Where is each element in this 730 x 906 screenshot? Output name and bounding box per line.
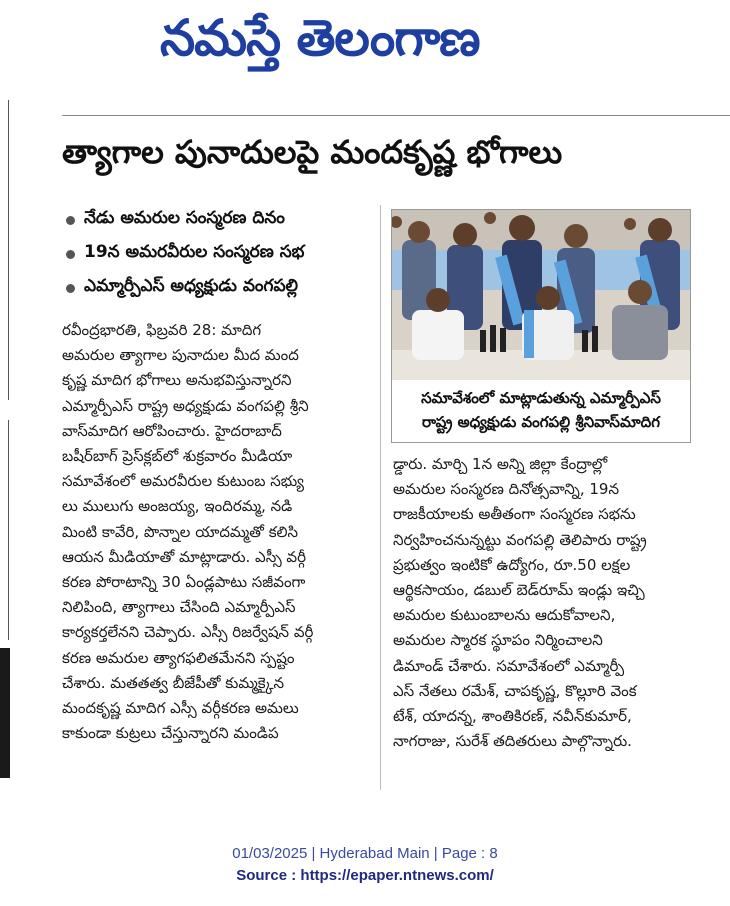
body-text-line: నిలిపింది, త్యాగాలు చేసింది ఎమ్మార్పీఎస్ bbox=[62, 598, 296, 617]
body-text-line: టేశ్, యాదన్న, శాంతికిరణ్, నవీన్‌కుమార్, bbox=[393, 707, 632, 726]
article-body-right-column bbox=[393, 452, 693, 754]
body-text-line: ఎస్ నేతలు రమేశ్, చాపకృష్ణ, కొల్లూరి వెంక bbox=[393, 681, 637, 700]
photo-illustration bbox=[392, 210, 690, 380]
body-text-line: కరణ అమరుల త్యాగఫలితమేనని స్పష్టం bbox=[62, 648, 295, 667]
masthead-title: నమస్తే తెలంగాణ bbox=[160, 9, 480, 67]
body-text-line: రాజకీయాలకు అతీతంగా సంస్మరణ సభను bbox=[393, 505, 636, 524]
press-meet-photo bbox=[391, 209, 691, 381]
body-text-line: ఆర్థికసాయం, డబుల్ బెడ్‌రూమ్ ఇండ్లు ఇచ్చి bbox=[393, 581, 645, 600]
column-divider bbox=[380, 205, 381, 790]
body-text-line: కరణ పోరాటాన్ని 30 ఏండ్లపాటు సజీవంగా bbox=[62, 573, 306, 592]
highlight-bullets bbox=[62, 203, 382, 305]
article-headline: త్యాగాల పునాదులపై మందకృష్ణ భోగాలు bbox=[62, 133, 563, 171]
body-text-line: నిర్వహించనున్నట్టు వంగపల్లి తెలిపారు రాష్ట్ర bbox=[393, 530, 647, 549]
top-rule bbox=[62, 115, 730, 116]
body-text-line: కృష్ణ మాదిగ భోగాలు అనుభవిస్తున్నారని bbox=[62, 371, 292, 390]
body-text-line: ఆయన మీడియాతో మాట్లాడారు. ఎస్సీ వర్గీ bbox=[62, 547, 306, 566]
bullet-item: ఎమ్మార్పీఎస్ అధ్యక్షుడు వంగపల్లి bbox=[62, 271, 382, 305]
body-text-line: వాస్‌మాదిగ ఆరోపించారు. హైదరాబాద్ bbox=[62, 421, 282, 440]
body-text-line: మింటి కావేరి, పొన్నాల యాదమ్మతో కలిసి bbox=[62, 522, 299, 541]
body-text-line: అమరుల త్యాగాల పునాదుల మీద మంద bbox=[62, 346, 299, 365]
body-text-line: బషీర్‌బాగ్ ప్రెస్‌క్లబ్‌లో శుక్రవారం మీడియా bbox=[62, 447, 293, 466]
body-text-line: డిమాండ్ చేశారు. సమావేశంలో ఎమ్మార్పీ bbox=[393, 656, 625, 675]
adjacent-article-fragment bbox=[0, 100, 10, 780]
body-text-line: కార్యకర్తలేనని చెప్పారు. ఎస్సీ రిజర్వేషన్ వర్గీ bbox=[62, 623, 314, 642]
body-text-line: ఎమ్మార్పీఎస్ రాష్ట్ర అధ్యక్షుడు వంగపల్లి శ్రీని bbox=[62, 396, 309, 415]
body-text-line: మందకృష్ణ మాదిగ ఎస్సీ వర్గీకరణ అమలు bbox=[62, 699, 299, 718]
body-text-line: డ్డారు. మార్చి 1న అన్ని జిల్లా కేంద్రాల్లో bbox=[393, 455, 608, 473]
body-text-line: చేశారు. మతతత్వ బీజేపీతో కుమ్మక్కైన bbox=[62, 673, 285, 692]
body-text-line: ప్రభుత్వం ఇంటికో ఉద్యోగం, రూ.50 లక్షల bbox=[393, 555, 631, 574]
body-text-line: అమరుల స్మారక స్థూపం నిర్మించాలని bbox=[393, 631, 603, 650]
body-text-line: కాకుండా కుట్రలు చేస్తున్నారని మండిప bbox=[62, 724, 279, 743]
body-text-line: నాగరాజు, సురేశ్ తదితరులు పాల్గొన్నారు. bbox=[393, 732, 632, 751]
body-text-line: అమరుల సంస్మరణ దినోత్సవాన్ని, 19న bbox=[393, 480, 620, 499]
body-text-line: అమరుల కుటుంబాలను ఆదుకోవాలని, bbox=[393, 606, 616, 625]
bullet-item: 19న అమరవీరుల సంస్మరణ సభ bbox=[62, 237, 382, 271]
bullet-dot-icon bbox=[66, 216, 75, 225]
bullet-dot-icon bbox=[66, 250, 75, 259]
photo-caption: సమావేశంలో మాట్లాడుతున్న ఎమ్మార్పీఎస్ రాష్ట్ర అధ్యక్షుడు వంగపల్లి శ్రీనివాస్‌మాదిగ bbox=[391, 380, 691, 443]
bullet-dot-icon bbox=[66, 284, 75, 293]
masthead-logo bbox=[160, 2, 570, 74]
body-text-line: సమావేశంలో అమరవీరుల కుటుంబ సభ్యు bbox=[62, 472, 304, 491]
source-link: Source : https://epaper.ntnews.com/ bbox=[236, 867, 494, 884]
bullet-item: నేడు అమరుల సంస్మరణ దినం bbox=[62, 203, 382, 237]
body-text-line: రవీంద్రభారతి, ఫిబ్రవరి 28: మాదిగ bbox=[62, 321, 262, 339]
page-footer bbox=[0, 843, 730, 887]
edition-info: 01/03/2025 | Hyderabad Main | Page : 8 bbox=[232, 845, 498, 862]
body-text-line: లు ములుగు అంజయ్య, ఇందిరమ్మ, నడి bbox=[62, 497, 293, 516]
article-body-left-column bbox=[62, 318, 364, 746]
